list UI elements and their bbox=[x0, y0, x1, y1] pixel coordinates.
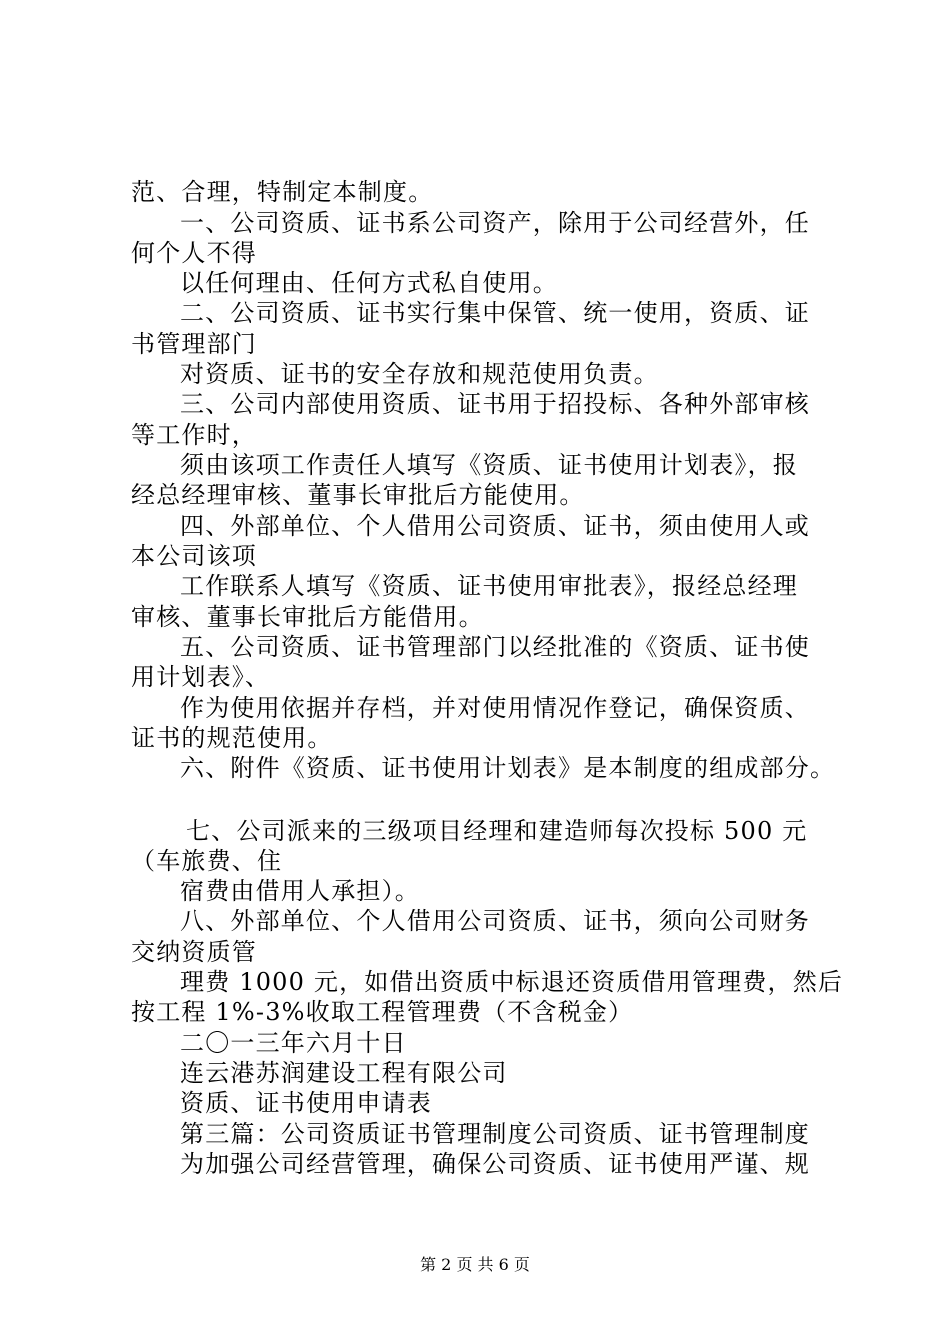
form-title: 资质、证书使用申请表 bbox=[180, 1089, 432, 1117]
text-line: 何个人不得 bbox=[131, 239, 257, 267]
text-line: 为加强公司经营管理，确保公司资质、证书使用严谨、规 bbox=[180, 1150, 810, 1178]
text-line: 用计划表》、 bbox=[131, 663, 271, 691]
text-line: 五、公司资质、证书管理部门以经批准的《资质、证书使 bbox=[180, 633, 810, 661]
text-line: 审核、董事长审批后方能借用。 bbox=[131, 603, 484, 631]
text-line: 证书的规范使用。 bbox=[131, 724, 333, 752]
text-line: 书管理部门 bbox=[131, 330, 257, 358]
text-line: 宿费由借用人承担）。 bbox=[180, 877, 420, 905]
text-line: 范、合理，特制定本制度。 bbox=[131, 178, 434, 206]
company-name: 连云港苏润建设工程有限公司 bbox=[180, 1059, 508, 1087]
date-line: 二〇一三年六月十日 bbox=[180, 1029, 407, 1057]
text-line: 对资质、证书的安全存放和规范使用负责。 bbox=[180, 360, 659, 388]
text-line: 经总经理审核、董事长审批后方能使用。 bbox=[131, 481, 585, 509]
text-line: 四、外部单位、个人借用公司资质、证书，须由使用人或 bbox=[180, 512, 810, 540]
text-line: 作为使用依据并存档，并对使用情况作登记，确保资质、 bbox=[180, 694, 810, 722]
text-line: 二、公司资质、证书实行集中保管、统一使用，资质、证 bbox=[180, 299, 810, 327]
text-line: 六、附件《资质、证书使用计划表》是本制度的组成部分。 bbox=[180, 754, 836, 782]
text-line: 须由该项工作责任人填写《资质、证书使用计划表》，报 bbox=[180, 451, 798, 479]
text-line: （车旅费、住 bbox=[131, 847, 283, 875]
text-line: 等工作时， bbox=[131, 421, 257, 449]
text-line: 一、公司资质、证书系公司资产，除用于公司经营外，任 bbox=[180, 209, 810, 237]
text-line: 八、外部单位、个人借用公司资质、证书，须向公司财务 bbox=[180, 907, 810, 935]
text-line: 工作联系人填写《资质、证书使用审批表》，报经总经理 bbox=[180, 572, 798, 600]
page-footer: 第 2 页 共 6 页 bbox=[420, 1255, 530, 1274]
text-line: 理费 1000 元，如借出资质中标退还资质借用管理费，然后 bbox=[180, 968, 844, 996]
text-line: 本公司该项 bbox=[131, 542, 257, 570]
text-line: 七、公司派来的三级项目经理和建造师每次投标 500 元 bbox=[186, 817, 808, 845]
text-line: 以任何理由、任何方式私自使用。 bbox=[180, 269, 558, 297]
text-line: 交纳资质管 bbox=[131, 938, 257, 966]
text-line: 三、公司内部使用资质、证书用于招投标、各种外部审核 bbox=[180, 390, 810, 418]
section-heading: 第三篇：公司资质证书管理制度公司资质、证书管理制度 bbox=[180, 1120, 810, 1148]
text-line: 按工程 1%-3%收取工程管理费（不含税金） bbox=[131, 998, 634, 1026]
